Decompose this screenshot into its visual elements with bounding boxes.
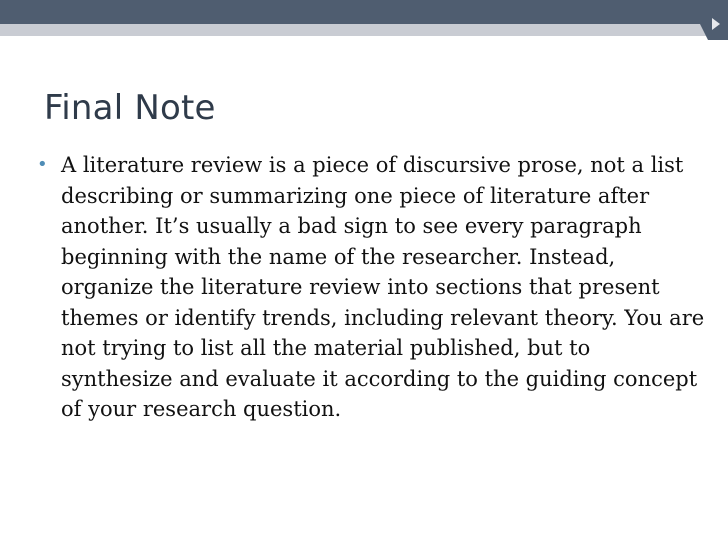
top-header-band xyxy=(0,0,728,24)
bullet-item xyxy=(37,150,705,425)
slide-body xyxy=(37,150,705,425)
bullet-text: A literature review is a piece of discursive prose, not a list describing or summarizing one piece of literature after another. It’s usually a bad sign to see every paragraph beginning with the name of the researcher. Instead, organize the literature review into sections that present themes or identify trends, including relevant theory. You are not trying to list all the material published, but to synthesize and evaluate it according to the guiding concept of your research question. xyxy=(61,153,705,421)
corner-arrow-icon xyxy=(712,18,720,30)
top-header-stripe xyxy=(0,24,728,36)
bullet-marker: • xyxy=(37,154,48,175)
slide-title: Final Note xyxy=(44,88,216,128)
